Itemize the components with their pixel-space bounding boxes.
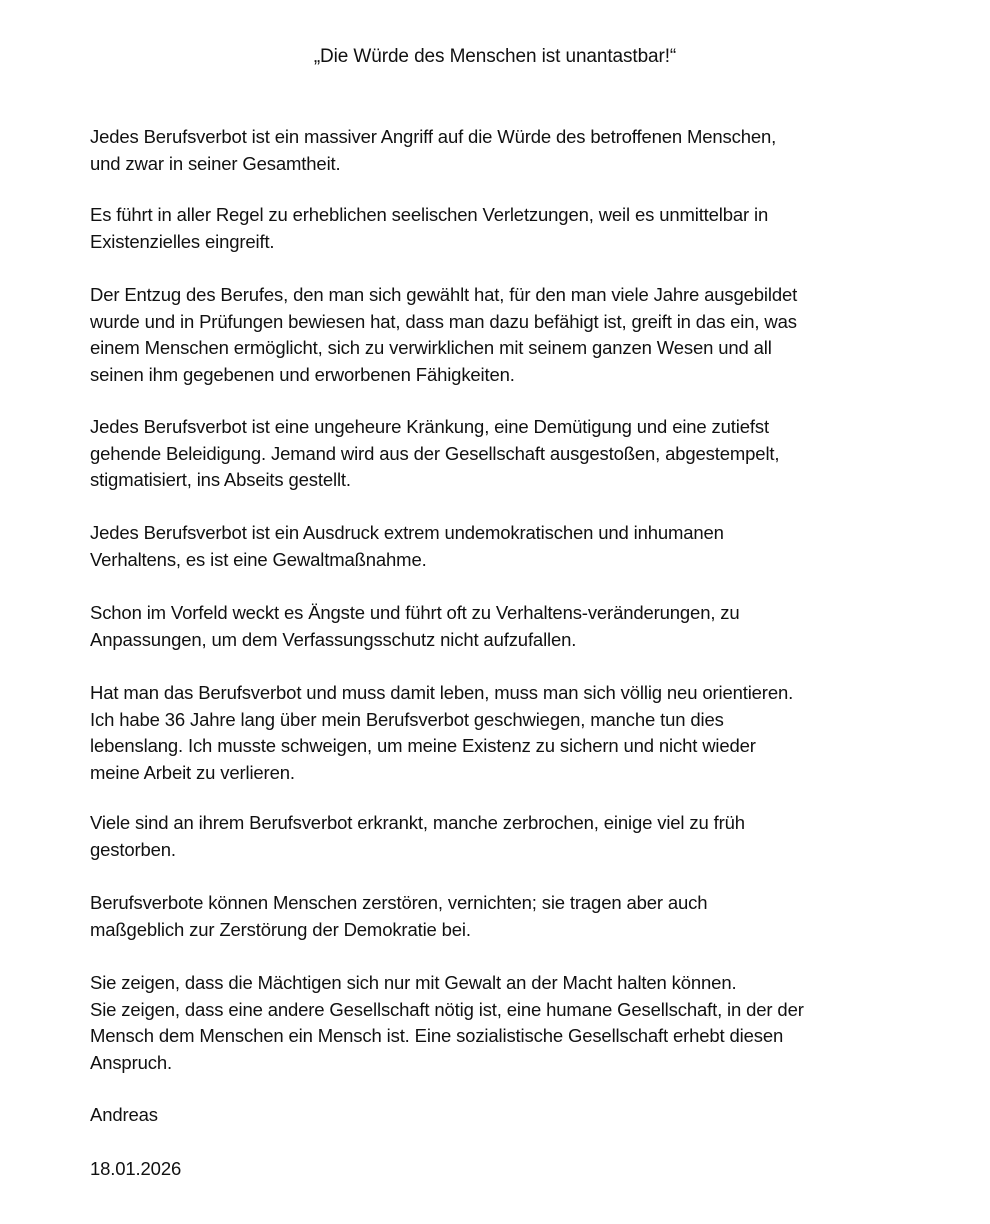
- paragraph-destroy-democracy: [90, 890, 920, 943]
- text-line: gestorben.: [90, 838, 176, 860]
- text-line: Sie zeigen, dass die Mächtigen sich nur mit Gewalt an der Macht halten können.: [90, 972, 737, 993]
- document-title: „Die Würde des Menschen ist unantastbar!“: [313, 46, 677, 67]
- text-line: Der Entzug des Berufes, den man sich gewählt hat, für den man viele Jahre ausgebildet: [90, 284, 798, 305]
- text-line: Anspruch.: [90, 1051, 172, 1073]
- paragraph-undemocratic: [90, 520, 920, 573]
- text-line: Jedes Berufsverbot ist ein Ausdruck extrem undemokratischen und inhumanen: [90, 522, 724, 543]
- paragraph-illness: [90, 810, 920, 863]
- text-line: Schon im Vorfeld weckt es Ängste und führt oft zu Verhaltens-veränderungen, zu: [90, 602, 740, 623]
- paragraph-emotional-injury: [90, 202, 920, 255]
- text-line: seinen ihm gegebenen und erworbenen Fähigkeiten.: [90, 363, 515, 385]
- text-line: Existenzielles eingreift.: [90, 230, 275, 252]
- text-line: gehende Beleidigung. Jemand wird aus der Gesellschaft ausgestoßen, abgestempelt,: [90, 442, 780, 464]
- paragraph-humiliation: [90, 414, 920, 494]
- signature-name: Andreas: [90, 1104, 158, 1125]
- text-line: Anpassungen, um dem Verfassungsschutz nicht aufzufallen.: [90, 628, 577, 650]
- paragraph-fear: [90, 600, 920, 653]
- text-line: Sie zeigen, dass eine andere Gesellschaft nötig ist, eine humane Gesellschaft, in der der: [90, 998, 804, 1020]
- text-line: und zwar in seiner Gesamtheit.: [90, 152, 341, 174]
- text-line: einem Menschen ermöglicht, sich zu verwirklichen mit seinem ganzen Wesen und all: [90, 337, 772, 358]
- text-line: Mensch dem Menschen ein Mensch ist. Eine sozialistische Gesellschaft erhebt diesen: [90, 1025, 784, 1046]
- text-line: Berufsverbote können Menschen zerstören, vernichten; sie tragen aber auch: [90, 892, 708, 913]
- text-line: Viele sind an ihrem Berufsverbot erkrankt, manche zerbrochen, einige viel zu früh: [90, 812, 745, 833]
- text-line: Verhaltens, es ist eine Gewaltmaßnahme.: [90, 548, 427, 570]
- paragraph-personal-silence: [90, 680, 920, 786]
- date: [90, 1156, 920, 1183]
- text-line: stigmatisiert, ins Abseits gestellt.: [90, 469, 351, 490]
- text-line: Ich habe 36 Jahre lang über mein Berufsverbot geschwiegen, manche tun dies: [90, 708, 724, 730]
- text-line: meine Arbeit zu verlieren.: [90, 761, 295, 783]
- text-line: wurde und in Prüfungen bewiesen hat, dass man dazu befähigt ist, greift in das ein, was: [90, 310, 797, 332]
- text-line: Jedes Berufsverbot ist eine ungeheure Kränkung, eine Demütigung und eine zutiefst: [90, 416, 769, 437]
- text-line: Es führt in aller Regel zu erheblichen seelischen Verletzungen, weil es unmittelbar in: [90, 204, 769, 225]
- text-line: Jedes Berufsverbot ist ein massiver Angriff auf die Würde des betroffenen Menschen,: [90, 126, 777, 147]
- date-text: 18.01.2026: [90, 1158, 182, 1179]
- text-line: maßgeblich zur Zerstörung der Demokratie bei.: [90, 918, 471, 940]
- paragraph-another-society: [90, 970, 920, 1076]
- paragraph-loss-of-profession: [90, 282, 920, 388]
- text-line: Hat man das Berufsverbot und muss damit leben, muss man sich völlig neu orientieren.: [90, 682, 794, 703]
- signature: [90, 1102, 920, 1129]
- paragraph-dignity-attack: [90, 124, 920, 177]
- text-line: lebenslang. Ich musste schweigen, um meine Existenz zu sichern und nicht wieder: [90, 735, 756, 756]
